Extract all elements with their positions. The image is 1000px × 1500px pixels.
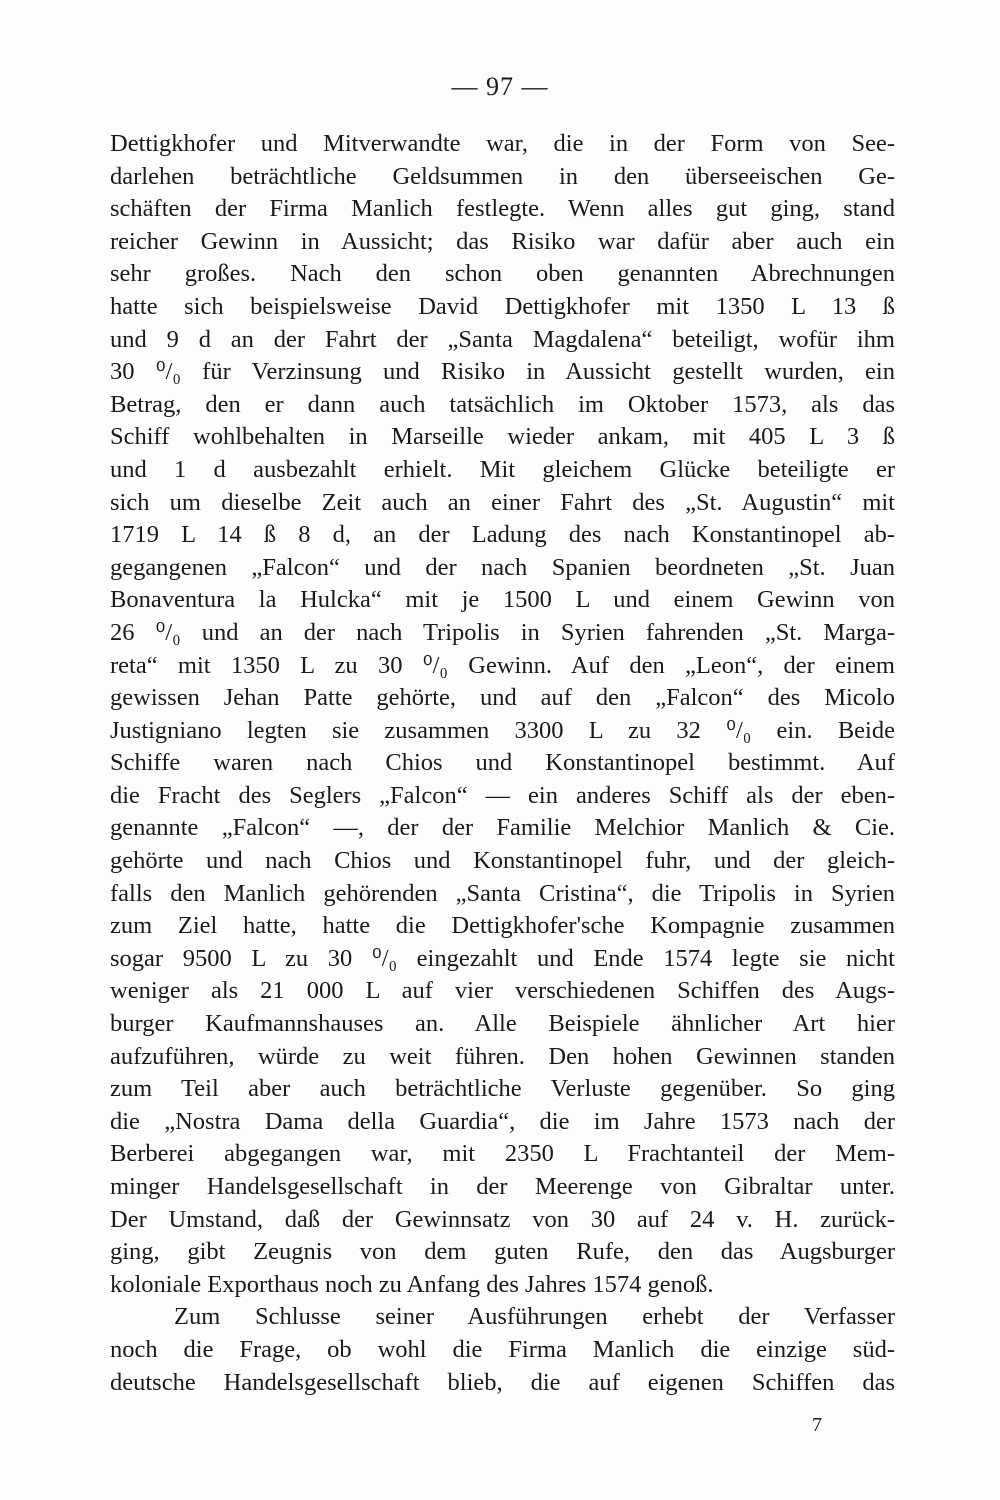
text-line: weniger als 21 000 L auf vier verschiedenen Schiffen des Augs- [110, 977, 895, 1005]
text-line: 1719 L 14 ß 8 d, an der Ladung des nach Konstantinopel ab- [110, 521, 895, 549]
text-line: gehörte und nach Chios und Konstantinopel fuhr, und der gleich- [110, 847, 895, 875]
signature-mark: 7 [812, 1414, 822, 1436]
text-line: Zum Schlusse seiner Ausführungen erhebt der Verfasser [174, 1303, 895, 1331]
text-line: sehr großes. Nach den schon oben genannten Abrechnungen [110, 260, 895, 288]
text-line: Bonaventura la Hulcka“ mit je 1500 L und einem Gewinn von [110, 586, 895, 614]
text-line: deutsche Handelsgesellschaft blieb, die auf eigenen Schiffen das [110, 1368, 895, 1396]
text-line: burger Kaufmannshauses an. Alle Beispiele ähnlicher Art hier [110, 1010, 895, 1038]
text-line: 26 ⁰/₀ und an der nach Tripolis in Syrien fahrenden „St. Marga- [110, 618, 895, 646]
text-line: Dettigkhofer und Mitverwandte war, die in der Form von See- [110, 130, 895, 157]
text-line: zum Teil aber auch beträchtliche Verluste gegenüber. So ging [110, 1075, 895, 1103]
text-line: Justigniano legten sie zusammen 3300 L zu 32 ⁰/₀ ein. Beide [110, 716, 895, 744]
text-line: Betrag, den er dann auch tatsächlich im Oktober 1573, als das [110, 390, 895, 418]
text-line: darlehen beträchtliche Geldsummen in den überseeischen Ge- [110, 162, 895, 190]
text-line: 30 ⁰/₀ für Verzinsung und Risiko in Aussicht gestellt wurden, ein [110, 358, 895, 386]
text-line: reicher Gewinn in Aussicht; das Risiko war dafür aber auch ein [110, 227, 895, 255]
text-line: die Fracht des Seglers „Falcon“ — ein anderes Schiff als der eben- [110, 781, 895, 809]
text-line: gegangenen „Falcon“ und der nach Spanien beordneten „St. Juan [110, 553, 895, 581]
text-line: sich um dieselbe Zeit auch an einer Fahrt des „St. Augustin“ mit [110, 488, 895, 516]
text-line: zum Ziel hatte, hatte die Dettigkhofer'sche Kompagnie zusammen [110, 912, 895, 940]
text-line: sogar 9500 L zu 30 ⁰/₀ eingezahlt und Ende 1574 legte sie nicht [110, 944, 895, 972]
text-line: noch die Frage, ob wohl die Firma Manlich die einzige süd- [110, 1335, 895, 1363]
text-line: aufzuführen, würde zu weit führen. Den hohen Gewinnen standen [110, 1042, 895, 1070]
body-text [110, 128, 895, 1399]
text-line: hatte sich beispielsweise David Dettigkhofer mit 1350 L 13 ß [110, 292, 895, 320]
text-line: gewissen Jehan Patte gehörte, und auf den „Falcon“ des Micolo [110, 684, 895, 712]
text-line: koloniale Exporthaus noch zu Anfang des Jahres 1574 genoß. [110, 1270, 714, 1298]
text-line: reta“ mit 1350 L zu 30 ⁰/₀ Gewinn. Auf den „Leon“, der einem [110, 651, 895, 679]
text-line: Der Umstand, daß der Gewinnsatz von 30 auf 24 v. H. zurück- [110, 1205, 895, 1233]
text-line: die „Nostra Dama della Guardia“, die im Jahre 1573 nach der [110, 1107, 895, 1135]
text-line: schäften der Firma Manlich festlegte. Wenn alles gut ging, stand [110, 195, 895, 223]
text-line: falls den Manlich gehörenden „Santa Cristina“, die Tripolis in Syrien [110, 879, 895, 907]
text-line: und 9 d an der Fahrt der „Santa Magdalena“ beteiligt, wofür ihm [110, 325, 895, 353]
page-number: — 97 — [451, 72, 549, 101]
paragraph-2 [110, 1301, 895, 1399]
text-line: genannte „Falcon“ —, der der Familie Melchior Manlich & Cie. [110, 814, 895, 842]
text-line: minger Handelsgesellschaft in der Meerenge von Gibraltar unter. [110, 1173, 895, 1200]
text-line: Schiff wohlbehalten in Marseille wieder ankam, mit 405 L 3 ß [110, 423, 895, 451]
text-line: Berberei abgegangen war, mit 2350 L Frachtanteil der Mem- [110, 1140, 895, 1168]
text-line: Schiffe waren nach Chios und Konstantinopel bestimmt. Auf [110, 749, 895, 777]
paragraph-1 [110, 128, 895, 1301]
text-line: ging, gibt Zeugnis von dem guten Rufe, den das Augsburger [110, 1238, 895, 1266]
text-line: und 1 d ausbezahlt erhielt. Mit gleichem Glücke beteiligte er [110, 455, 895, 483]
